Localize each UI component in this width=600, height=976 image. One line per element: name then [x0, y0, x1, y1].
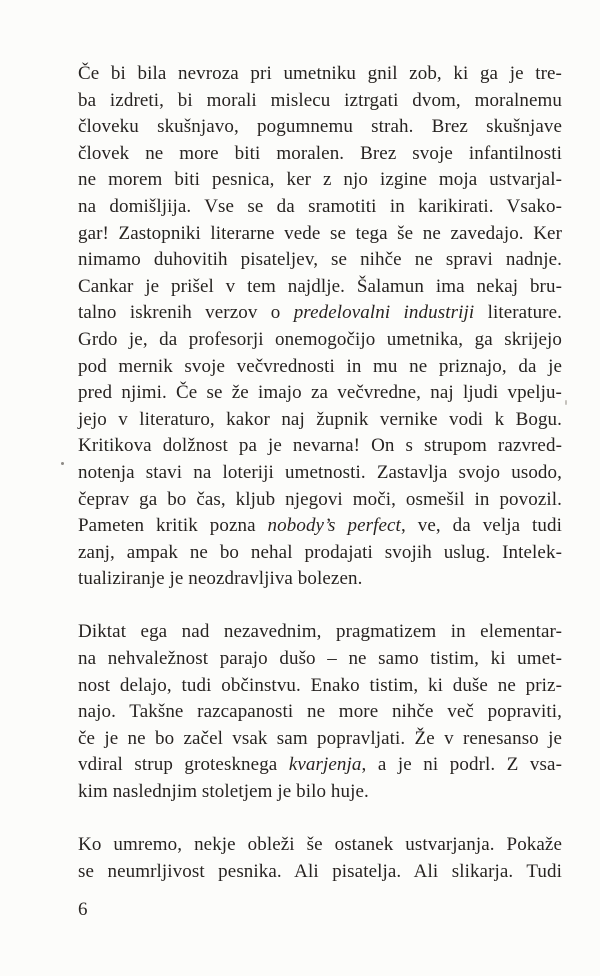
text-line: [78, 540, 562, 567]
text-line: [78, 114, 562, 141]
italic-text: predelovalni industriji: [293, 302, 475, 324]
text-segment: , a je ni podrl. Z vsa-: [361, 754, 562, 776]
text-line: [78, 167, 562, 194]
paragraph: [78, 619, 562, 805]
text-line: [78, 699, 562, 726]
text-line: [78, 460, 562, 487]
text-segment: Cankar je prišel v tem najdlje. Šalamun ima nekaj bru-: [78, 275, 562, 297]
text-segment: gar! Zastopniki literarne vede se tega še ne zavedajo. Ker: [78, 222, 562, 244]
text-line: [78, 141, 562, 168]
text-line: [78, 194, 562, 221]
text-segment: vdiral strup grotesknega: [78, 754, 289, 776]
text-segment: na nehvaležnost parajo dušo – ne samo tistim, ki umet-: [78, 648, 562, 670]
text-line: [78, 779, 562, 806]
text-line: [78, 433, 562, 460]
text-line: [78, 354, 562, 381]
text-segment: Grdo je, da profesorji onemogočijo umetnika, ga skrijejo: [78, 328, 562, 350]
text-line: [78, 88, 562, 115]
scan-speck: [61, 462, 64, 465]
text-line: [78, 274, 562, 301]
text-segment: ne morem biti pesnica, ker z njo izgine moja ustvarjal-: [78, 169, 562, 191]
text-segment: notenja stavi na loteriji umetnosti. Zastavlja svojo usodo,: [78, 461, 562, 483]
text-segment: se neumrljivost pesnika. Ali pisatelja. Ali slikarja. Tudi: [78, 860, 562, 882]
text-segment: Kritikova dolžnost pa je nevarna! On s strupom razvred-: [78, 435, 562, 457]
text-segment: najo. Takšne razcapanosti ne more nihče več popraviti,: [78, 701, 562, 723]
text-segment: literature.: [474, 302, 562, 324]
page-number: 6: [78, 899, 88, 920]
text-line: [78, 487, 562, 514]
text-segment: če je ne bo začel vsak sam popravljati. Že v renesanso je: [78, 727, 562, 749]
text-line: [78, 619, 562, 646]
text-segment: Ko umremo, nekje obleži še ostanek ustvarjanja. Pokaže: [78, 834, 562, 856]
text-line: [78, 61, 562, 88]
text-line: [78, 832, 562, 859]
text-segment: na domišljija. Vse se da sramotiti in karikirati. Vsako-: [78, 195, 562, 217]
text-line: [78, 673, 562, 700]
text-segment: zanj, ampak ne bo nehal prodajati svojih uslug. Intelek-: [78, 541, 562, 563]
text-line: [78, 646, 562, 673]
text-line: [78, 300, 562, 327]
text-segment: nimamo duhovitih pisateljev, se nihče ne spravi nadnje.: [78, 249, 562, 271]
text-segment: Pameten kritik pozna: [78, 515, 268, 537]
text-line: [78, 752, 562, 779]
text-segment: čeprav ga bo čas, kljub njegovi moči, osmešil in povozil.: [78, 488, 562, 510]
italic-text: nobody’s perfect: [267, 515, 401, 537]
text-segment: človeku skušnjavo, pogumnemu strah. Brez skušnjave: [78, 116, 562, 138]
text-segment: človek ne more biti moralen. Brez svoje infantilnosti: [78, 142, 562, 164]
text-segment: ba izdreti, bi morali mislecu iztrgati dvom, moralnemu: [78, 89, 562, 111]
text-block: [78, 61, 562, 885]
paragraph: [78, 61, 562, 593]
italic-text: kvarjenja: [288, 754, 362, 776]
text-line: [78, 859, 562, 886]
scan-speck: [565, 400, 567, 405]
text-line: [78, 407, 562, 434]
text-line: [78, 566, 562, 593]
text-line: [78, 380, 562, 407]
text-line: [78, 221, 562, 248]
text-line: [78, 726, 562, 753]
paragraph: [78, 832, 562, 885]
text-segment: nost delajo, tudi občinstvu. Enako tistim, ki duše ne priz-: [78, 674, 562, 696]
text-segment: , ve, da velja tudi: [400, 515, 562, 537]
text-segment: Diktat ega nad nezavednim, pragmatizem in elementar-: [78, 621, 562, 643]
text-line: [78, 513, 562, 540]
text-segment: jejo v literaturo, kakor naj župnik vernike vodi k Bogu.: [78, 408, 562, 430]
text-segment: kim naslednjim stoletjem je bilo huje.: [78, 781, 369, 803]
text-segment: pred njimi. Če se že imajo za večvredne, naj ljudi vpelju-: [78, 382, 562, 404]
text-line: [78, 247, 562, 274]
text-segment: tualiziranje je neozdravljiva bolezen.: [78, 568, 363, 590]
text-segment: Če bi bila nevroza pri umetniku gnil zob, ki ga je tre-: [78, 63, 562, 84]
text-segment: talno iskrenih verzov o: [78, 302, 294, 324]
text-segment: pod mernik svoje večvrednosti in mu ne priznajo, da je: [78, 355, 562, 377]
text-line: [78, 327, 562, 354]
